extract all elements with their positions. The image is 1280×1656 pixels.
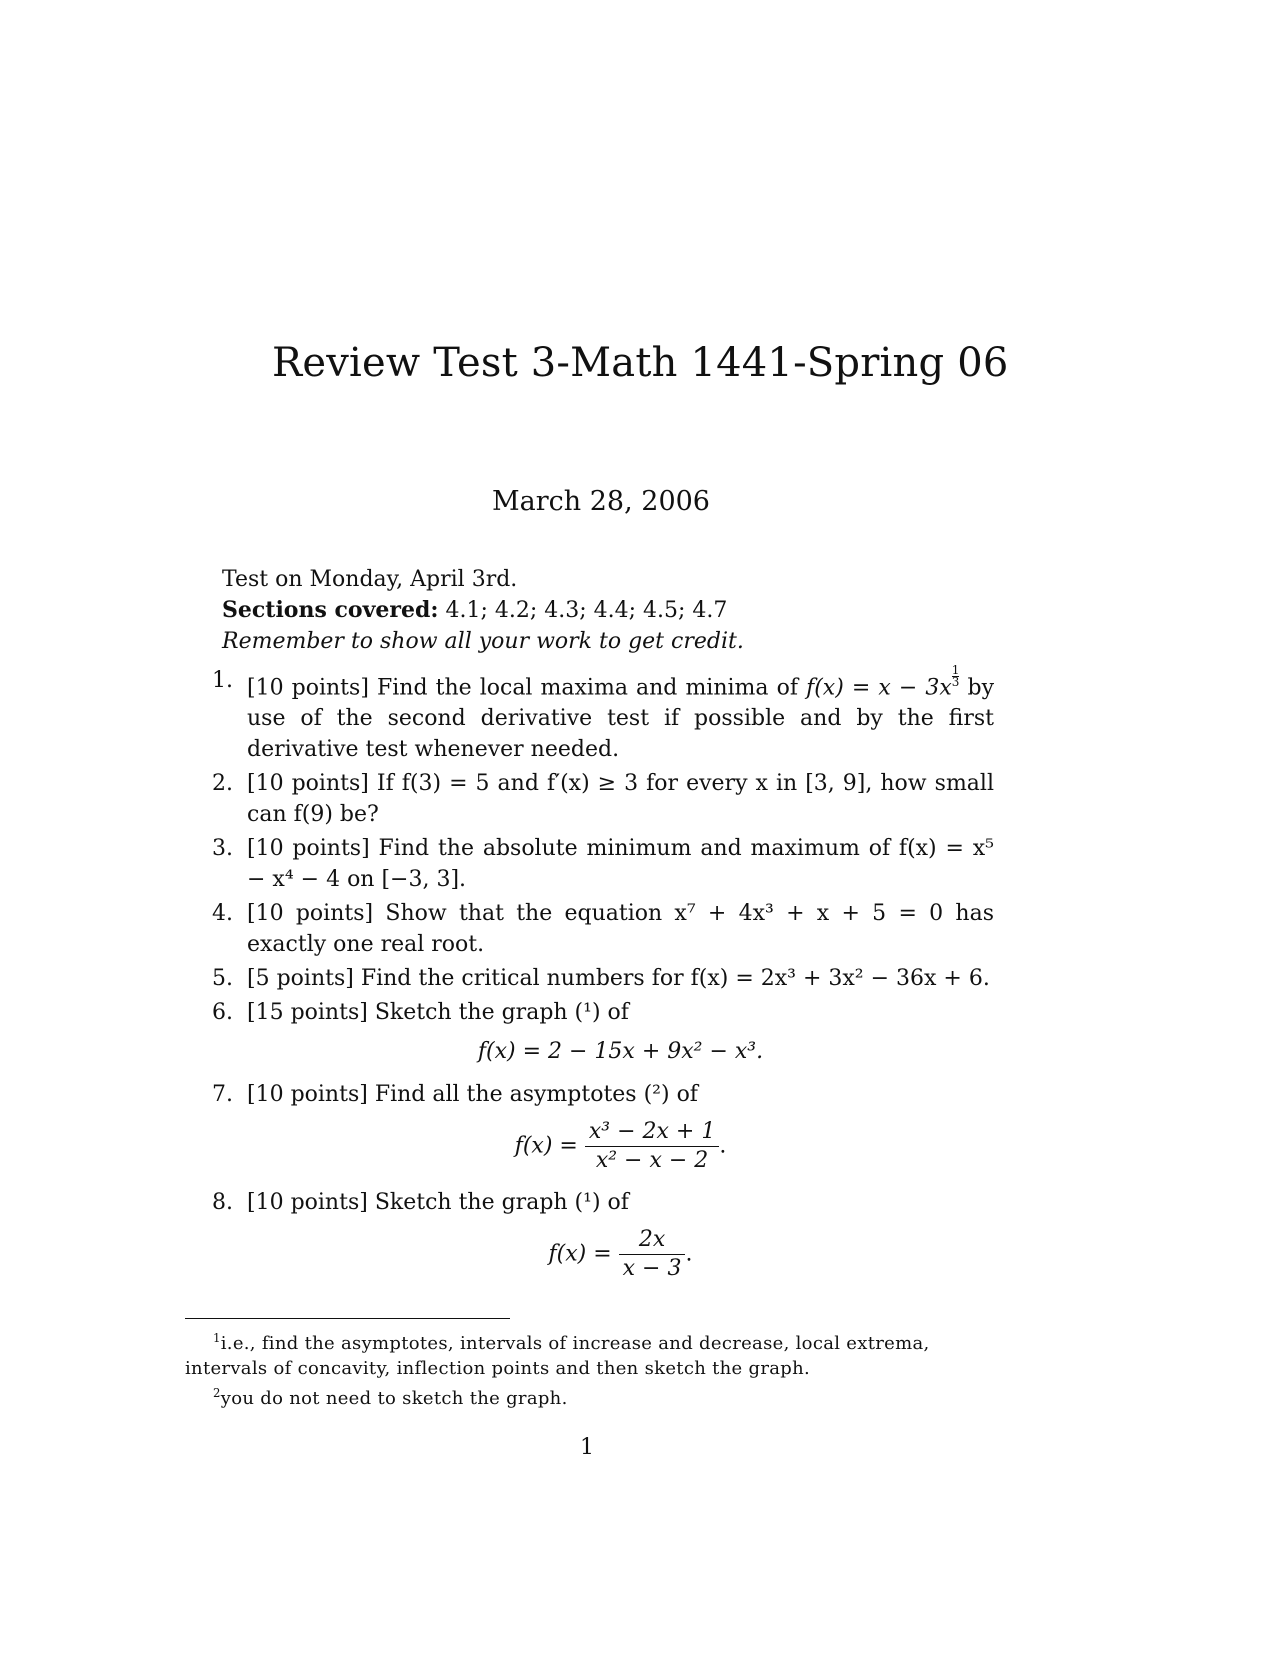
problem-points: [10 points] bbox=[247, 1082, 368, 1108]
test-date-line: Test on Monday, April 3rd. bbox=[222, 567, 518, 592]
page-number: 1 bbox=[580, 1435, 594, 1460]
fraction-denominator: x − 3 bbox=[622, 1256, 682, 1282]
problem-text: Find the critical numbers for f(x) = 2x³ + 3x² − 36x + 6. bbox=[360, 966, 990, 992]
problem-points: [10 points] bbox=[247, 1190, 368, 1216]
fraction-numerator: x³ − 2x + 1 bbox=[585, 1118, 719, 1147]
footnote-mark: 1 bbox=[213, 1331, 221, 1345]
problem-number: 6. bbox=[212, 1000, 233, 1026]
problem-number: 2. bbox=[212, 771, 233, 797]
problem-2 bbox=[212, 768, 994, 830]
problem-number: 1. bbox=[212, 668, 233, 693]
problem-text: Sketch the graph (¹) of bbox=[374, 1190, 629, 1216]
problem-number: 7. bbox=[212, 1082, 233, 1108]
exponent-denominator: 3 bbox=[951, 675, 960, 689]
document-date: March 28, 2006 bbox=[492, 486, 710, 517]
problem-1 bbox=[212, 665, 994, 765]
problem-6 bbox=[212, 997, 994, 1028]
problem-5 bbox=[212, 963, 994, 994]
fraction bbox=[585, 1118, 719, 1175]
problem-number: 4. bbox=[212, 901, 233, 927]
problem-text: Sketch the graph (¹) of bbox=[374, 1000, 629, 1026]
fraction-denominator: x² − x − 2 bbox=[595, 1148, 709, 1174]
problem-formula: f(x) = x − 3x bbox=[806, 675, 952, 701]
fraction-numerator: 2x bbox=[619, 1226, 686, 1255]
problem-points: [15 points] bbox=[247, 1000, 368, 1026]
footnote-text: you do not need to sketch the graph. bbox=[220, 1388, 568, 1409]
display-fraction-equation bbox=[212, 1226, 994, 1283]
equation-end: . bbox=[719, 1133, 727, 1159]
footnote-rule bbox=[185, 1318, 510, 1319]
footnotes bbox=[185, 1326, 993, 1411]
footnote-text: i.e., find the asymptotes, intervals of increase and decrease, local extrema, intervals of concavity, inflection points and then sketch the graph. bbox=[185, 1333, 930, 1379]
exponent-numerator: 1 bbox=[951, 663, 960, 677]
problem-4 bbox=[212, 898, 994, 960]
problem-number: 3. bbox=[212, 836, 233, 862]
document-title: Review Test 3-Math 1441-Spring 06 bbox=[272, 340, 1009, 386]
footnote-mark: 2 bbox=[213, 1386, 221, 1400]
sections-line bbox=[222, 595, 744, 626]
problem-8 bbox=[212, 1187, 994, 1218]
equation-end: . bbox=[685, 1241, 693, 1267]
problem-points: [10 points] bbox=[247, 771, 369, 797]
problem-points: [10 points] bbox=[247, 901, 374, 927]
sections-value: 4.1; 4.2; 4.3; 4.4; 4.5; 4.7 bbox=[445, 598, 728, 623]
problem-number: 5. bbox=[212, 966, 233, 992]
problem-text: Find the absolute minimum and maximum of f(x) = x⁵ − x⁴ − 4 on [−3, 3]. bbox=[247, 836, 995, 893]
fraction-exponent bbox=[952, 665, 960, 688]
display-fraction-equation bbox=[212, 1118, 994, 1175]
sections-label: Sections covered: bbox=[222, 597, 439, 623]
intro-block bbox=[222, 564, 744, 657]
problem-text: Find all the asymptotes (²) of bbox=[374, 1082, 698, 1108]
footnote-1 bbox=[185, 1326, 993, 1381]
display-equation: f(x) = 2 − 15x + 9x² − x³. bbox=[477, 1039, 764, 1065]
problem-points: [10 points] bbox=[247, 675, 369, 701]
equation-lhs: f(x) = bbox=[548, 1241, 612, 1267]
footnote-2 bbox=[185, 1381, 993, 1411]
problem-text: Find the local maxima and minima of bbox=[376, 675, 798, 701]
problem-text-continued: by use of the second derivative test if possible and by the first derivative test whenever needed. bbox=[247, 675, 994, 763]
problem-7 bbox=[212, 1079, 994, 1110]
problem-list bbox=[212, 665, 994, 1295]
problem-text: Show that the equation x⁷ + 4x³ + x + 5 = 0 has exactly one real root. bbox=[247, 901, 994, 958]
fraction bbox=[619, 1226, 686, 1283]
reminder-line: Remember to show all your work to get credit. bbox=[222, 629, 744, 654]
problem-3 bbox=[212, 833, 994, 895]
problem-points: [5 points] bbox=[247, 966, 354, 992]
problem-number: 8. bbox=[212, 1190, 233, 1216]
equation-lhs: f(x) = bbox=[514, 1133, 578, 1159]
problem-text: If f(3) = 5 and f′(x) ≥ 3 for every x in [3, 9], how small can f(9) be? bbox=[247, 771, 994, 828]
problem-points: [10 points] bbox=[247, 836, 370, 862]
